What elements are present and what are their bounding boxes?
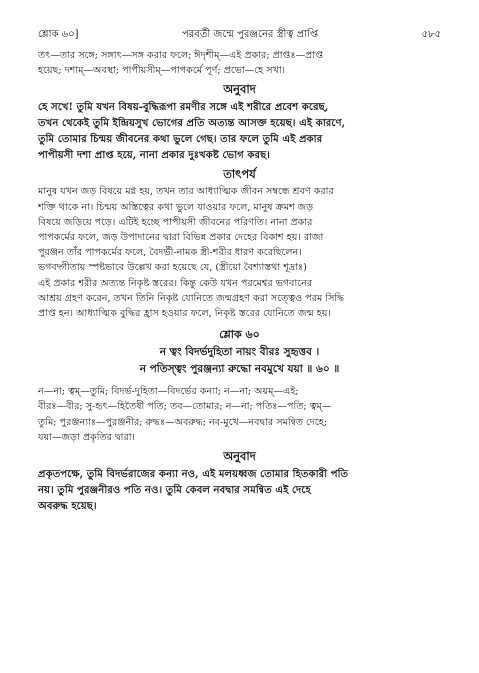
header-chapter-title: পরবর্তী জন্মে পুরঞ্জনের স্ত্রীত্ব প্রাপ্তি (182, 29, 319, 40)
translation-heading: অনুবাদ (223, 82, 256, 97)
purport-line: পুরঞ্জন তাঁর পাপকর্মের ফলে, বৈদর্ভী-নামক স্ত্রী-শরীর ধারণ করেছিলেন। (38, 247, 302, 259)
translation-line: নয়। তুমি পুরঞ্জনীরও পতি নও। তুমি কেবল নবদ্বার সমন্বিত এই দেহে (38, 484, 311, 497)
synonym-line: হয়েছ; দশাম্—অবস্থা; পাপীয়সীম্—পাপকর্মে পূর্ণ; প্রভো—হে সখা। (38, 65, 286, 77)
verse-block (38, 344, 441, 378)
synonyms-verse (38, 384, 441, 445)
translation-line: তুমি তোমার চিন্ময় জীবনের কথা ভুলে গেছ। তার ফলে তুমি এই প্রকার (38, 133, 323, 146)
synonym-line: তুমি; পুরঞ্জন্যাঃ—পুরঞ্জনীর; রুদ্ধঃ—অবরুদ্ধ; নব-মুখে—নবদ্বার সমন্বিত দেহে; (38, 416, 328, 428)
translation-heading: অনুবাদ (223, 449, 256, 464)
translation-block (38, 466, 441, 514)
translation-line: পাপীয়সী দশা প্রাপ্ত হয়ে, নানা প্রকার দুঃখকষ্ট ভোগ করছ। (38, 149, 270, 162)
verse-title: শ্লোক ৬০ (219, 328, 260, 342)
translation-block (38, 99, 441, 163)
purport-line: মানুষ যখন জড় বিষয়ে মগ্ন হয়, তখন তার আধ্যাত্মিক জীবন সম্বন্ধে শ্রবণ করার (38, 186, 334, 198)
purport-line: বিষয়ে জড়িয়ে পড়ে। এটিই হচ্ছে পাপীয়সী জীবনের পরিণতি। নানা প্রকার (38, 216, 313, 228)
synonym-line: বীরঃ—বীর; সু-হৃৎ—হিতৈষী পতি; তব—তোমার; ন—না; পতিঃ—পতি; ত্বম্— (38, 401, 332, 413)
running-header (38, 28, 441, 42)
synonym-line: ন—না; ত্বম্—তুমি; বিদর্ভ-দুহিতা—বিদর্ভের কন্যা; ন—না; অয়ম্—এই; (38, 386, 299, 398)
purport-line: শক্তি থাকে না। চিন্ময় অস্তিত্বের কথা ভুলে যাওয়ার ফলে, মানুষ ক্রমশ জড় (38, 201, 314, 213)
purport-line: এই প্রকার শরীর অত্যন্ত নিকৃষ্ট স্তরের। কিন্তু কেউ যখন পরমেশ্বর ভগবানের (38, 277, 313, 289)
translation-line: হে সখে! তুমি যখন বিষয়-বুদ্ধিরূপা রমণীর সঙ্গে এই শরীরে প্রবেশ করেছ, (38, 101, 329, 114)
translation-line: তখন থেকেই তুমি ইন্দ্রিয়সুখ ভোগের প্রতি অত্যন্ত আসক্ত হয়েছ। এই কারণে, (38, 117, 346, 130)
header-verse-ref: শ্লোক ৬০] (38, 29, 79, 40)
synonym-line: তৎ—তার সঙ্গে; সঙ্গাৎ—সঙ্গ করার ফলে; ঈদৃশীম্—এই প্রকার; প্রাপ্তঃ—প্রাপ্ত (38, 50, 323, 61)
page-number: ৫৮৫ (421, 29, 441, 40)
purport-line: পাপকর্মের ফলে, জড় উপাদানের দ্বারা বিভিন্ন প্রকার দেহের বিকাশ হয়। রাজা (38, 232, 324, 244)
translation-line: প্রকৃতপক্ষে, তুমি বিদর্ভরাজের কন্যা নও, এই মলয়ধ্বজ তোমার হিতকারী পতি (38, 468, 349, 481)
verse-line: ন পতিস্ত্বং পুরঞ্জন্যা রুদ্ধো নবমুখে যয়া ॥ ৬০ ॥ (139, 363, 340, 376)
purport-line: ভগবদ্গীতায় স্পষ্টভাবে উল্লেখ করা হয়েছে যে, (স্ত্রীয়ো বৈশ্যাস্তথা শূদ্রাঃ) (38, 262, 307, 274)
translation-line: অবরুদ্ধ হয়েছ। (38, 500, 97, 513)
synonym-line: যয়া—জড়া প্রকৃতির দ্বারা। (38, 431, 135, 443)
purport-line: আশ্রয় গ্রহণ করেন, তখন তিনি নিকৃষ্ট যোনিতে জন্মগ্রহণ করা সত্ত্বেও পরম সিদ্ধি (38, 292, 345, 304)
verse-line: ন ত্বং বিদর্ভদুহিতা নায়ং বীরঃ সুহৃত্তব । (159, 346, 320, 359)
purport-block (38, 184, 441, 321)
purport-line: প্রাপ্ত হন। আধ্যাত্মিক বুদ্ধির হ্রাস হওয়ার ফলে, নিকৃষ্ট স্তরের যোনিতে জন্ম হয়। (38, 308, 331, 320)
purport-heading: তাৎপর্য (223, 167, 256, 182)
synonyms-top (38, 48, 441, 78)
